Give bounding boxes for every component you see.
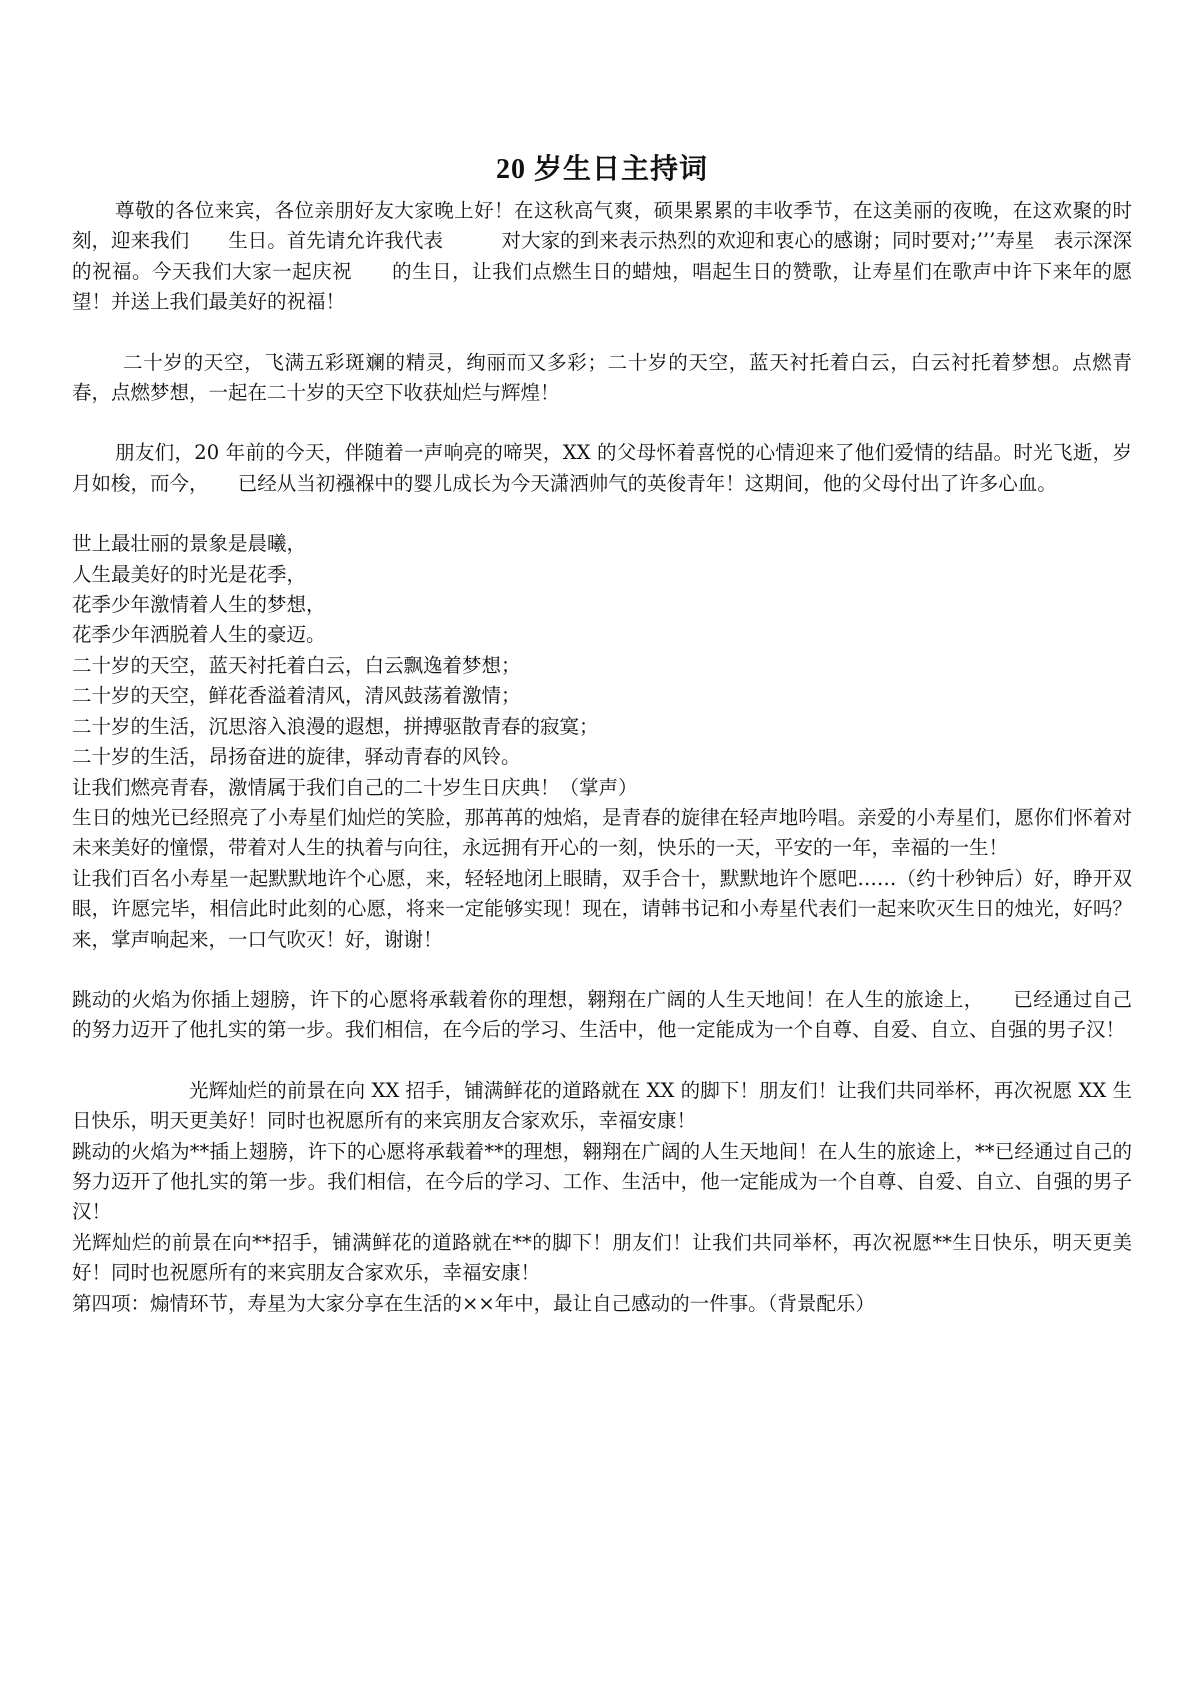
- poem-line: 二十岁的生活，沉思溶入浪漫的遐想，拼搏驱散青春的寂寞；: [72, 714, 599, 738]
- paragraph-opening: 尊敬的各位来宾，各位亲朋好友大家晚上好！在这秋高气爽，硕果累累的丰收季节，在这美丽的夜晚，在这欢聚的时刻，迎来我们 生日。首先请允许我代表 对大家的到来表示热烈的欢迎和衷心的感谢；同时要对;’’’寿星 表示深深的祝福。今天我们大家一起庆祝 的生日，让我们点燃生日的蜡烛，唱起生日的赞歌，让寿星们在歌声中许下来年的愿望！并送上我们最美好的祝福！: [72, 199, 1132, 314]
- paragraph-wish: 让我们百名小寿星一起默默地许个心愿，来，轻轻地闭上眼睛，双手合十，默默地许个愿吧……（约十秒钟后）好，睁开双眼，许愿完毕，相信此时此刻的心愿，将来一定能够实现！现在，请韩书记和小寿星代表们一起来吹灭生日的烛光，好吗？来，掌声响起来，一口气吹灭！好，谢谢！: [72, 866, 1132, 951]
- poem-line: 让我们燃亮青春，激情属于我们自己的二十岁生日庆典！（掌声）: [72, 775, 638, 799]
- paragraph-gap: [72, 408, 1132, 438]
- paragraph-gap: [72, 499, 1132, 529]
- paragraph-friends: 朋友们，20 年前的今天，伴随着一声响亮的啼哭，XX 的父母怀着喜悦的心情迎来了他们爱情的结晶。时光飞逝，岁月如梭，而今， 已经从当初襁褓中的婴儿成长为今天潇洒帅气的英俊青年！这期间，他的父母付出了许多心血。: [72, 441, 1132, 495]
- poem-line: 世上最壮丽的景象是晨曦，: [72, 532, 307, 556]
- document-page: [72, 150, 1132, 1319]
- paragraph-gap: [72, 1046, 1132, 1076]
- poem-block: [72, 529, 1132, 803]
- paragraph-flame: 跳动的火焰为你插上翅膀，许下的心愿将承载着你的理想，翱翔在广阔的人生天地间！在人生的旅途上， 已经通过自己的努力迈开了他扎实的第一步。我们相信，在今后的学习、生活中，他一定能成为一个自尊、自爱、自立、自强的男子汉！: [72, 987, 1132, 1042]
- poem-line: 二十岁的天空，鲜花香溢着清风，清风鼓荡着激情；: [72, 684, 521, 708]
- poem-line: 人生最美好的时光是花季，: [72, 562, 307, 586]
- document-title: 20 岁生日主持词: [495, 154, 708, 185]
- paragraph-future-template: 光辉灿烂的前景在向**招手，铺满鲜花的道路就在**的脚下！朋友们！让我们共同举杯，再次祝愿**生日快乐，明天更美好！同时也祝愿所有的来宾朋友合家欢乐，幸福安康！: [72, 1230, 1132, 1285]
- paragraph-twenty-sky: 二十岁的天空，飞满五彩斑斓的精灵，绚丽而又多彩；二十岁的天空，蓝天衬托着白云，白云衬托着梦想。点燃青春，点燃梦想，一起在二十岁的天空下收获灿烂与辉煌！: [72, 350, 1132, 405]
- paragraph-future: 光辉灿烂的前景在向 XX 招手，铺满鲜花的道路就在 XX 的脚下！朋友们！让我们共同举杯，再次祝愿 XX 生日快乐，明天更美好！同时也祝愿所有的来宾朋友合家欢乐，幸福安康！: [72, 1078, 1132, 1133]
- poem-line: 花季少年激情着人生的梦想，: [72, 593, 326, 617]
- poem-line: 二十岁的天空，蓝天衬托着白云，白云飘逸着梦想；: [72, 653, 521, 677]
- paragraph-candlelight: 生日的烛光已经照亮了小寿星们灿烂的笑脸，那苒苒的烛焰，是青春的旋律在轻声地吟唱。亲爱的小寿星们，愿你们怀着对未来美好的憧憬，带着对人生的执着与向往，永远拥有开心的一刻，快乐的一天，平安的一年，幸福的一生！: [72, 805, 1132, 860]
- paragraph-gap: [72, 318, 1132, 348]
- paragraph-gap: [72, 955, 1132, 985]
- paragraph-flame-template: 跳动的火焰为**插上翅膀，许下的心愿将承载着**的理想，翱翔在广阔的人生天地间！在人生的旅途上，**已经通过自己的努力迈开了他扎实的第一步。我们相信，在今后的学习、工作、生活中，他一定能成为一个自尊、自爱、自立、自强的男子汉！: [72, 1139, 1132, 1224]
- poem-line: 二十岁的生活，昂扬奋进的旋律，驿动青春的风铃。: [72, 745, 521, 769]
- poem-line: 花季少年洒脱着人生的豪迈。: [72, 623, 326, 647]
- paragraph-step-four: 第四项：煽情环节，寿星为大家分享在生活的××年中，最让自己感动的一件事。（背景配乐）: [72, 1291, 875, 1315]
